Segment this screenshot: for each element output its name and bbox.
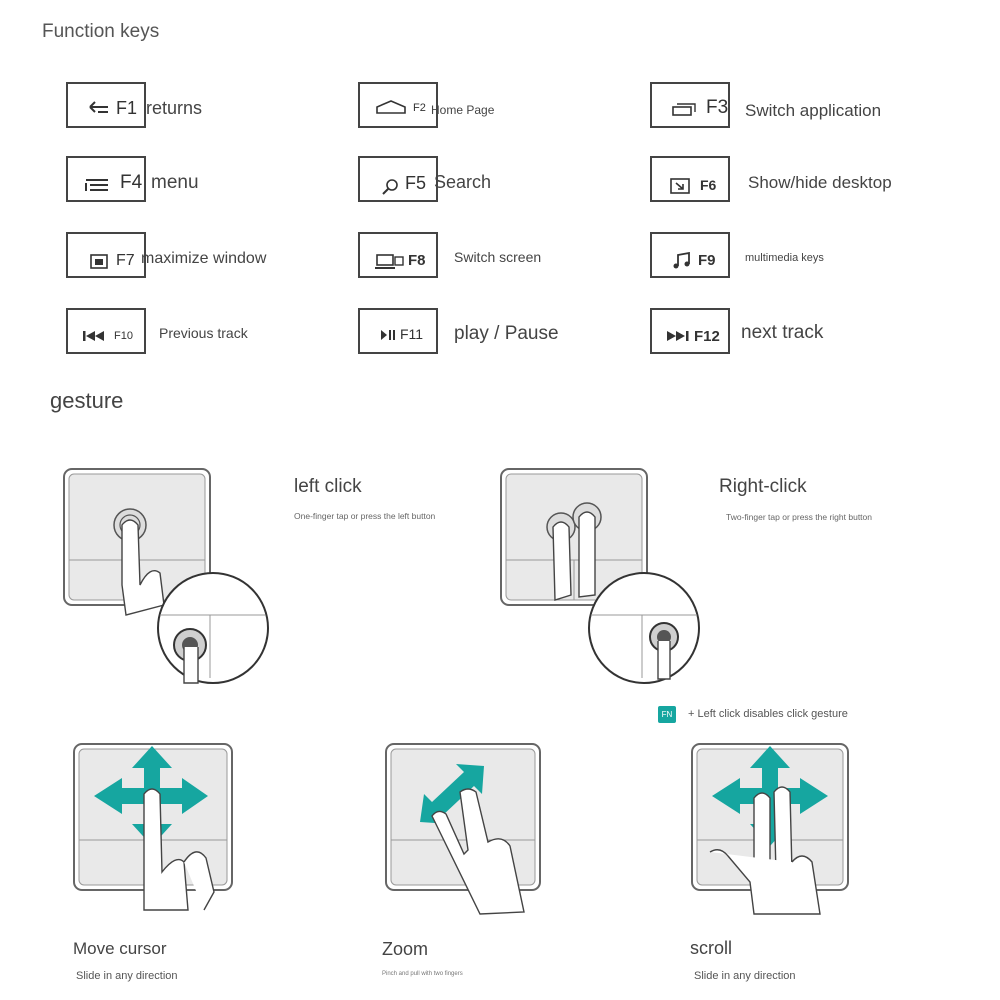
search-icon [382, 178, 398, 196]
key-f7 [66, 232, 146, 278]
back-arrow-icon [88, 100, 110, 114]
key-label: F6 [700, 177, 717, 193]
key-label: F1 [116, 98, 138, 118]
scroll-title: scroll [690, 938, 733, 958]
fn-key-badge: FN [658, 706, 676, 723]
key-desc: menu [151, 172, 199, 193]
key-f9 [650, 232, 730, 278]
move-cursor-desc: Slide in any direction [76, 970, 178, 982]
key-f2 [358, 82, 438, 128]
key-label: F9 [698, 252, 716, 269]
key-desc: Search [434, 172, 492, 192]
menu-icon [84, 178, 110, 192]
key-desc: next track [741, 322, 824, 343]
key-f6 [650, 156, 730, 202]
key-label: F10 [114, 330, 133, 342]
home-icon [376, 100, 406, 114]
key-desc: returns [146, 98, 203, 118]
key-label: F7 [116, 252, 135, 269]
key-f12 [650, 308, 730, 354]
key-desc: maximize window [141, 250, 267, 267]
screen-switch-icon [374, 254, 404, 270]
play-pause-icon [380, 329, 396, 341]
key-desc: Show/hide desktop [748, 173, 892, 192]
key-label: F3 [706, 97, 729, 118]
gesture-heading: gesture [50, 388, 124, 413]
move-cursor-illustration [72, 742, 242, 912]
key-f10 [66, 308, 146, 354]
key-desc: play / Pause [454, 323, 559, 344]
scroll-illustration [690, 742, 860, 917]
right-click-illustration [497, 465, 712, 685]
scroll-desc: Slide in any direction [694, 970, 796, 982]
key-label: F5 [405, 173, 427, 193]
zoom-desc: Pinch and pull with two fingers [382, 971, 463, 977]
zoom-title: Zoom [382, 939, 429, 959]
key-label: F2 [413, 102, 426, 114]
key-f5 [358, 156, 438, 202]
key-f3 [650, 82, 730, 128]
desktop-icon [670, 178, 690, 194]
switch-app-icon [672, 102, 696, 116]
key-desc: Switch screen [454, 249, 542, 265]
fn-note-text: + Left click disables click gesture [688, 708, 848, 720]
key-desc: multimedia keys [745, 252, 824, 264]
key-label: F11 [400, 326, 424, 342]
move-cursor-title: Move cursor [73, 939, 167, 958]
key-label: F12 [694, 328, 720, 345]
next-track-icon [666, 330, 690, 342]
right-click-title: Right-click [719, 476, 807, 497]
key-f11 [358, 308, 438, 354]
key-desc: Home Page [431, 103, 495, 117]
key-desc: Switch application [745, 101, 882, 120]
zoom-illustration [384, 742, 554, 917]
key-label: F4 [120, 172, 143, 193]
music-note-icon [672, 252, 692, 270]
key-f8 [358, 232, 438, 278]
key-label: F8 [408, 252, 426, 269]
key-f1 [66, 82, 146, 128]
right-click-desc: Two-finger tap or press the right button [726, 512, 872, 522]
function-keys-heading: Function keys [42, 21, 160, 42]
previous-track-icon [82, 330, 106, 342]
maximize-icon [90, 254, 108, 269]
left-click-title: left click [294, 476, 362, 497]
left-click-illustration [60, 465, 275, 685]
key-f4 [66, 156, 146, 202]
left-click-desc: One-finger tap or press the left button [294, 511, 436, 521]
key-desc: Previous track [159, 325, 248, 341]
